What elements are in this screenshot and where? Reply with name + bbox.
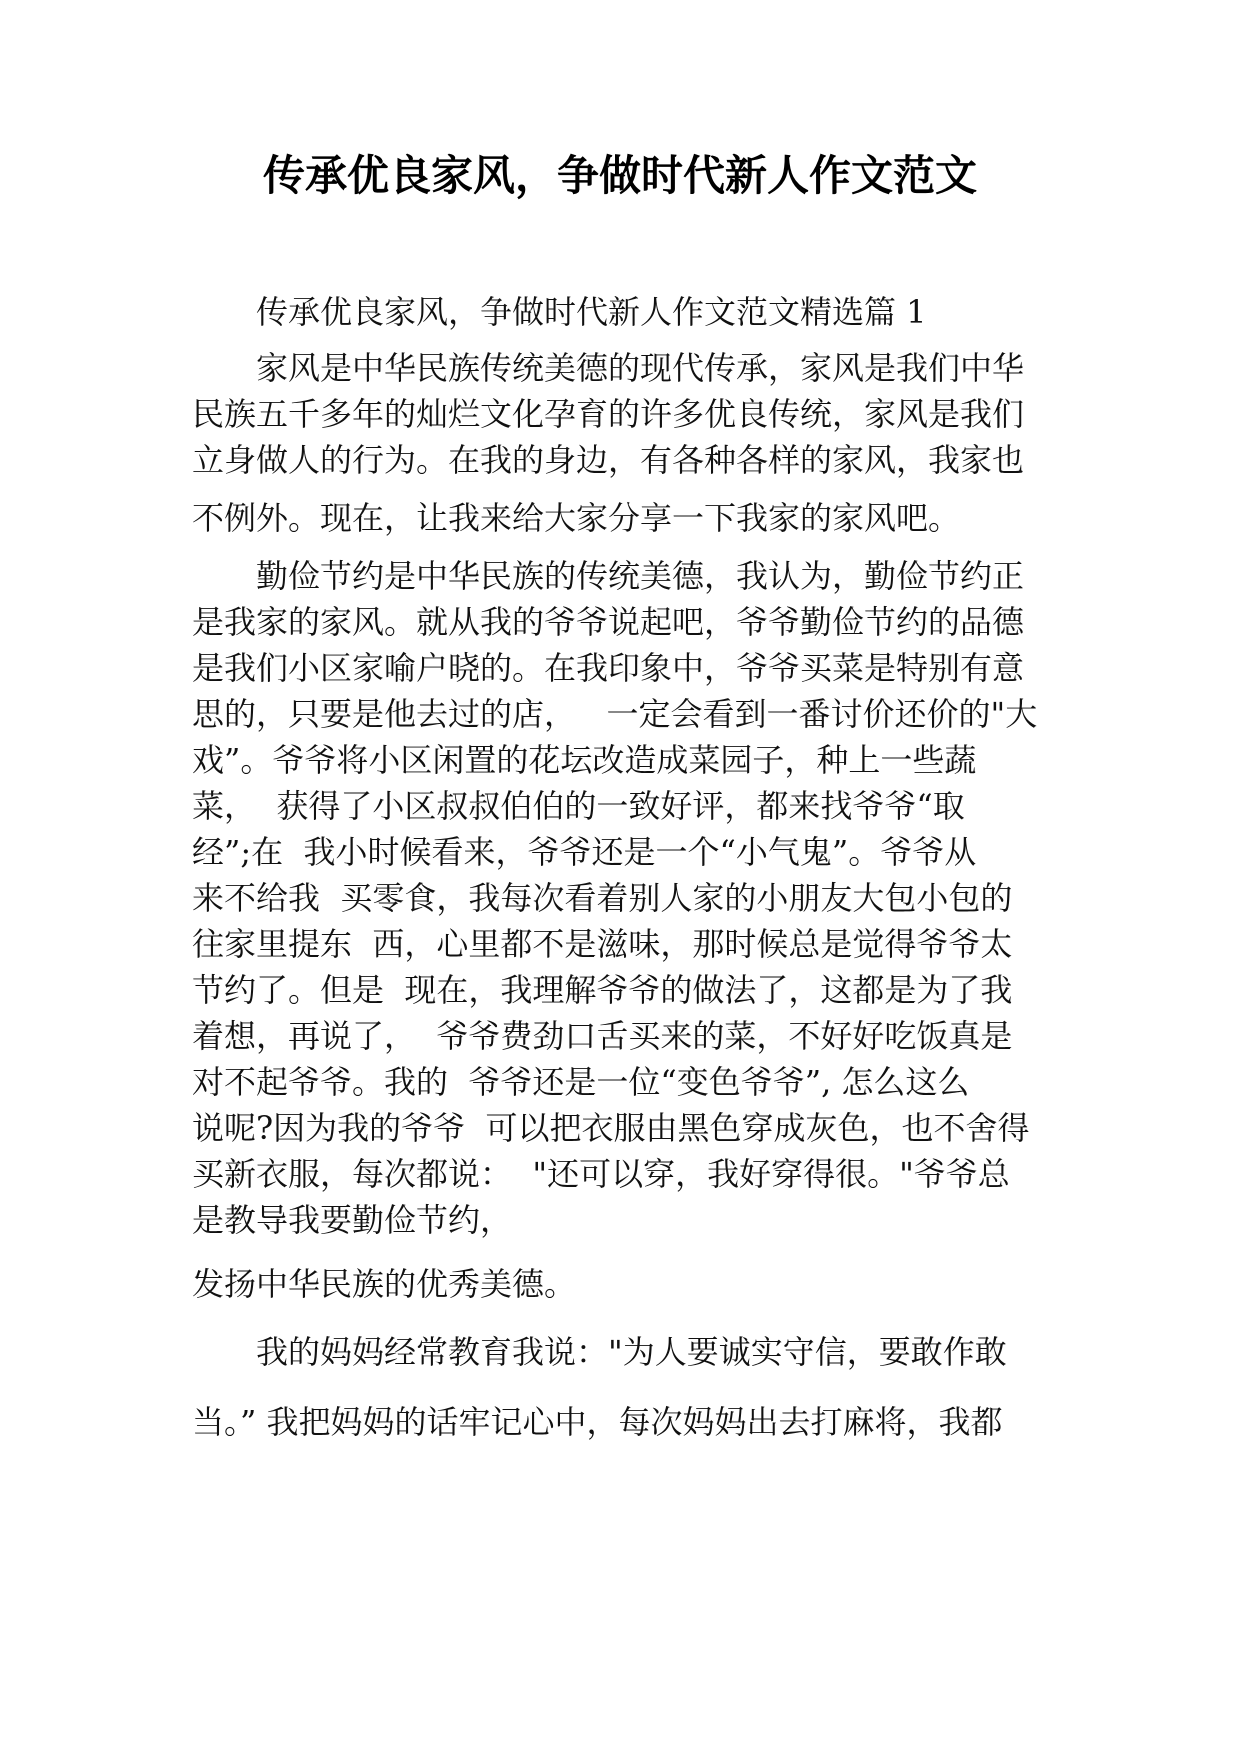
paragraph-line: 家风是中华民族传统美德的现代传承，家风是我们中华 (256, 349, 1025, 387)
paragraph-line: 立身做人的行为。在我的身边，有各种各样的家风，我家也 (192, 441, 1025, 479)
paragraph-line: 节约了。但是 现在，我理解爷爷的做法了，这都是为了我 (192, 971, 1013, 1009)
paragraph-line: 来不给我 买零食，我每次看着别人家的小朋友大包小包的 (192, 879, 1013, 917)
paragraph-line: 不例外。现在，让我来给大家分享一下我家的家风吧。 (192, 499, 961, 537)
paragraph-line: 着想，再说了， 爷爷费劲口舌买来的菜，不好好吃饭真是 (192, 1017, 1013, 1055)
paragraph-line: 买新衣服，每次都说： "还可以穿，我好穿得很。"爷爷总 (192, 1155, 1010, 1193)
paragraph-line: 对不起爷爷。我的 爷爷还是一位“变色爷爷”, 怎么这么 (192, 1063, 970, 1101)
paragraph-line: 是我们小区家喻户晓的。在我印象中，爷爷买菜是特别有意 (192, 649, 1025, 687)
document-title: 传承优良家风，争做时代新人作文范文 (262, 151, 977, 200)
paragraph-line: 是我家的家风。就从我的爷爷说起吧，爷爷勤俭节约的品德 (192, 603, 1025, 641)
paragraph-line: 经”;在 我小时候看来，爷爷还是一个“小气鬼”。爷爷从 (192, 833, 977, 871)
paragraph-line: 发扬中华民族的优秀美德。 (192, 1265, 577, 1303)
section-heading: 传承优良家风，争做时代新人作文范文精选篇 1 (256, 293, 927, 331)
paragraph-line: 勤俭节约是中华民族的传统美德，我认为，勤俭节约正 (256, 557, 1025, 595)
paragraph-line: 我的妈妈经常教育我说："为人要诚实守信，要敢作敢 (256, 1333, 1007, 1371)
paragraph-line: 是教导我要勤俭节约， (192, 1201, 513, 1239)
paragraph-line: 民族五千多年的灿烂文化孕育的许多优良传统，家风是我们 (192, 395, 1025, 433)
paragraph-line: 当。” 我把妈妈的话牢记心中，每次妈妈出去打麻将，我都 (192, 1403, 1003, 1441)
paragraph-line: 往家里提东 西，心里都不是滋味，那时候总是觉得爷爷太 (192, 925, 1013, 963)
paragraph-line: 思的，只要是他去过的店， 一定会看到一番讨价还价的"大 (192, 695, 1038, 733)
paragraph-line: 菜， 获得了小区叔叔伯伯的一致好评，都来找爷爷“取 (192, 787, 965, 825)
paragraph-line: 说呢?因为我的爷爷 可以把衣服由黑色穿成灰色，也不舍得 (192, 1109, 1030, 1147)
paragraph-line: 戏”。爷爷将小区闲置的花坛改造成菜园子，种上一些蔬 (192, 741, 977, 779)
